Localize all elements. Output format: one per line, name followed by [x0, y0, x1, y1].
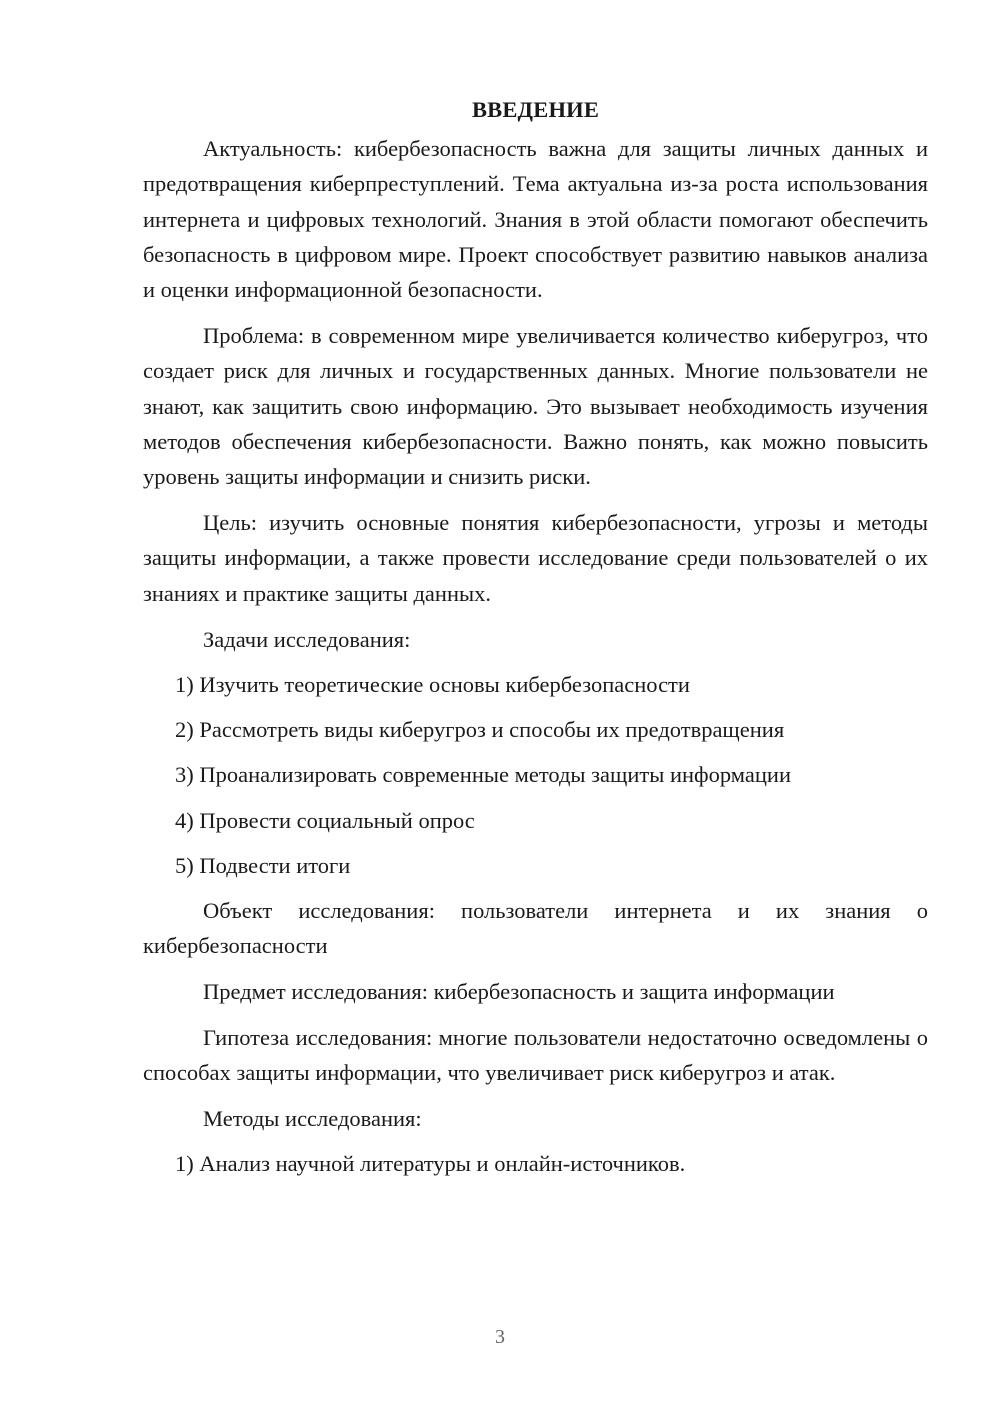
- methods-list: [143, 1146, 928, 1181]
- problem-paragraph: Проблема: в современном мире увеличивается количество киберугроз, что создает риск для личных и государственных данных. Многие пользователи не знают, как защитить свою информацию. Это вызывает необходимость изучения методов обеспечения кибербезопасности. Важно понять, как можно повысить уровень защиты информации и снизить риски.: [143, 323, 928, 490]
- page-number: 3: [495, 1326, 505, 1348]
- task-item: 5) Подвести итоги: [175, 852, 351, 878]
- tasks-list: [143, 667, 928, 883]
- tasks-heading: Задачи исследования:: [203, 626, 411, 652]
- section-title: ВВЕДЕНИЕ: [471, 97, 600, 122]
- object-paragraph: Объект исследования: пользователи интернета и их знания о кибербезопасности: [143, 898, 928, 959]
- hypothesis-paragraph: Гипотеза исследования: многие пользователи недостаточно осведомлены о способах защиты информации, что увеличивает риск киберугроз и атак.: [143, 1024, 928, 1085]
- task-item: 4) Провести социальный опрос: [175, 807, 475, 833]
- method-item: 1) Анализ научной литературы и онлайн-источников.: [175, 1151, 686, 1177]
- task-item: 1) Изучить теоретические основы кибербезопасности: [175, 672, 690, 698]
- document-page: [143, 92, 928, 1191]
- goal-paragraph: Цель: изучить основные понятия кибербезопасности, угрозы и методы защиты информации, а также провести исследование среди пользователей о их знаниях и практике защиты данных.: [143, 510, 928, 606]
- task-item: 3) Проанализировать современные методы защиты информации: [175, 762, 791, 788]
- subject-paragraph: Предмет исследования: кибербезопасность и защита информации: [203, 979, 835, 1005]
- relevance-paragraph: Актуальность: кибербезопасность важна для защиты личных данных и предотвращения киберпреступлений. Тема актуальна из-за роста использования интернета и цифровых технологий. Знания в этой области помогают обеспечить безопасность в цифровом мире. Проект способствует развитию навыков анализа и оценки информационной безопасности.: [143, 136, 928, 303]
- methods-heading: Методы исследования:: [203, 1106, 422, 1132]
- task-item: 2) Рассмотреть виды киберугроз и способы их предотвращения: [175, 717, 785, 743]
